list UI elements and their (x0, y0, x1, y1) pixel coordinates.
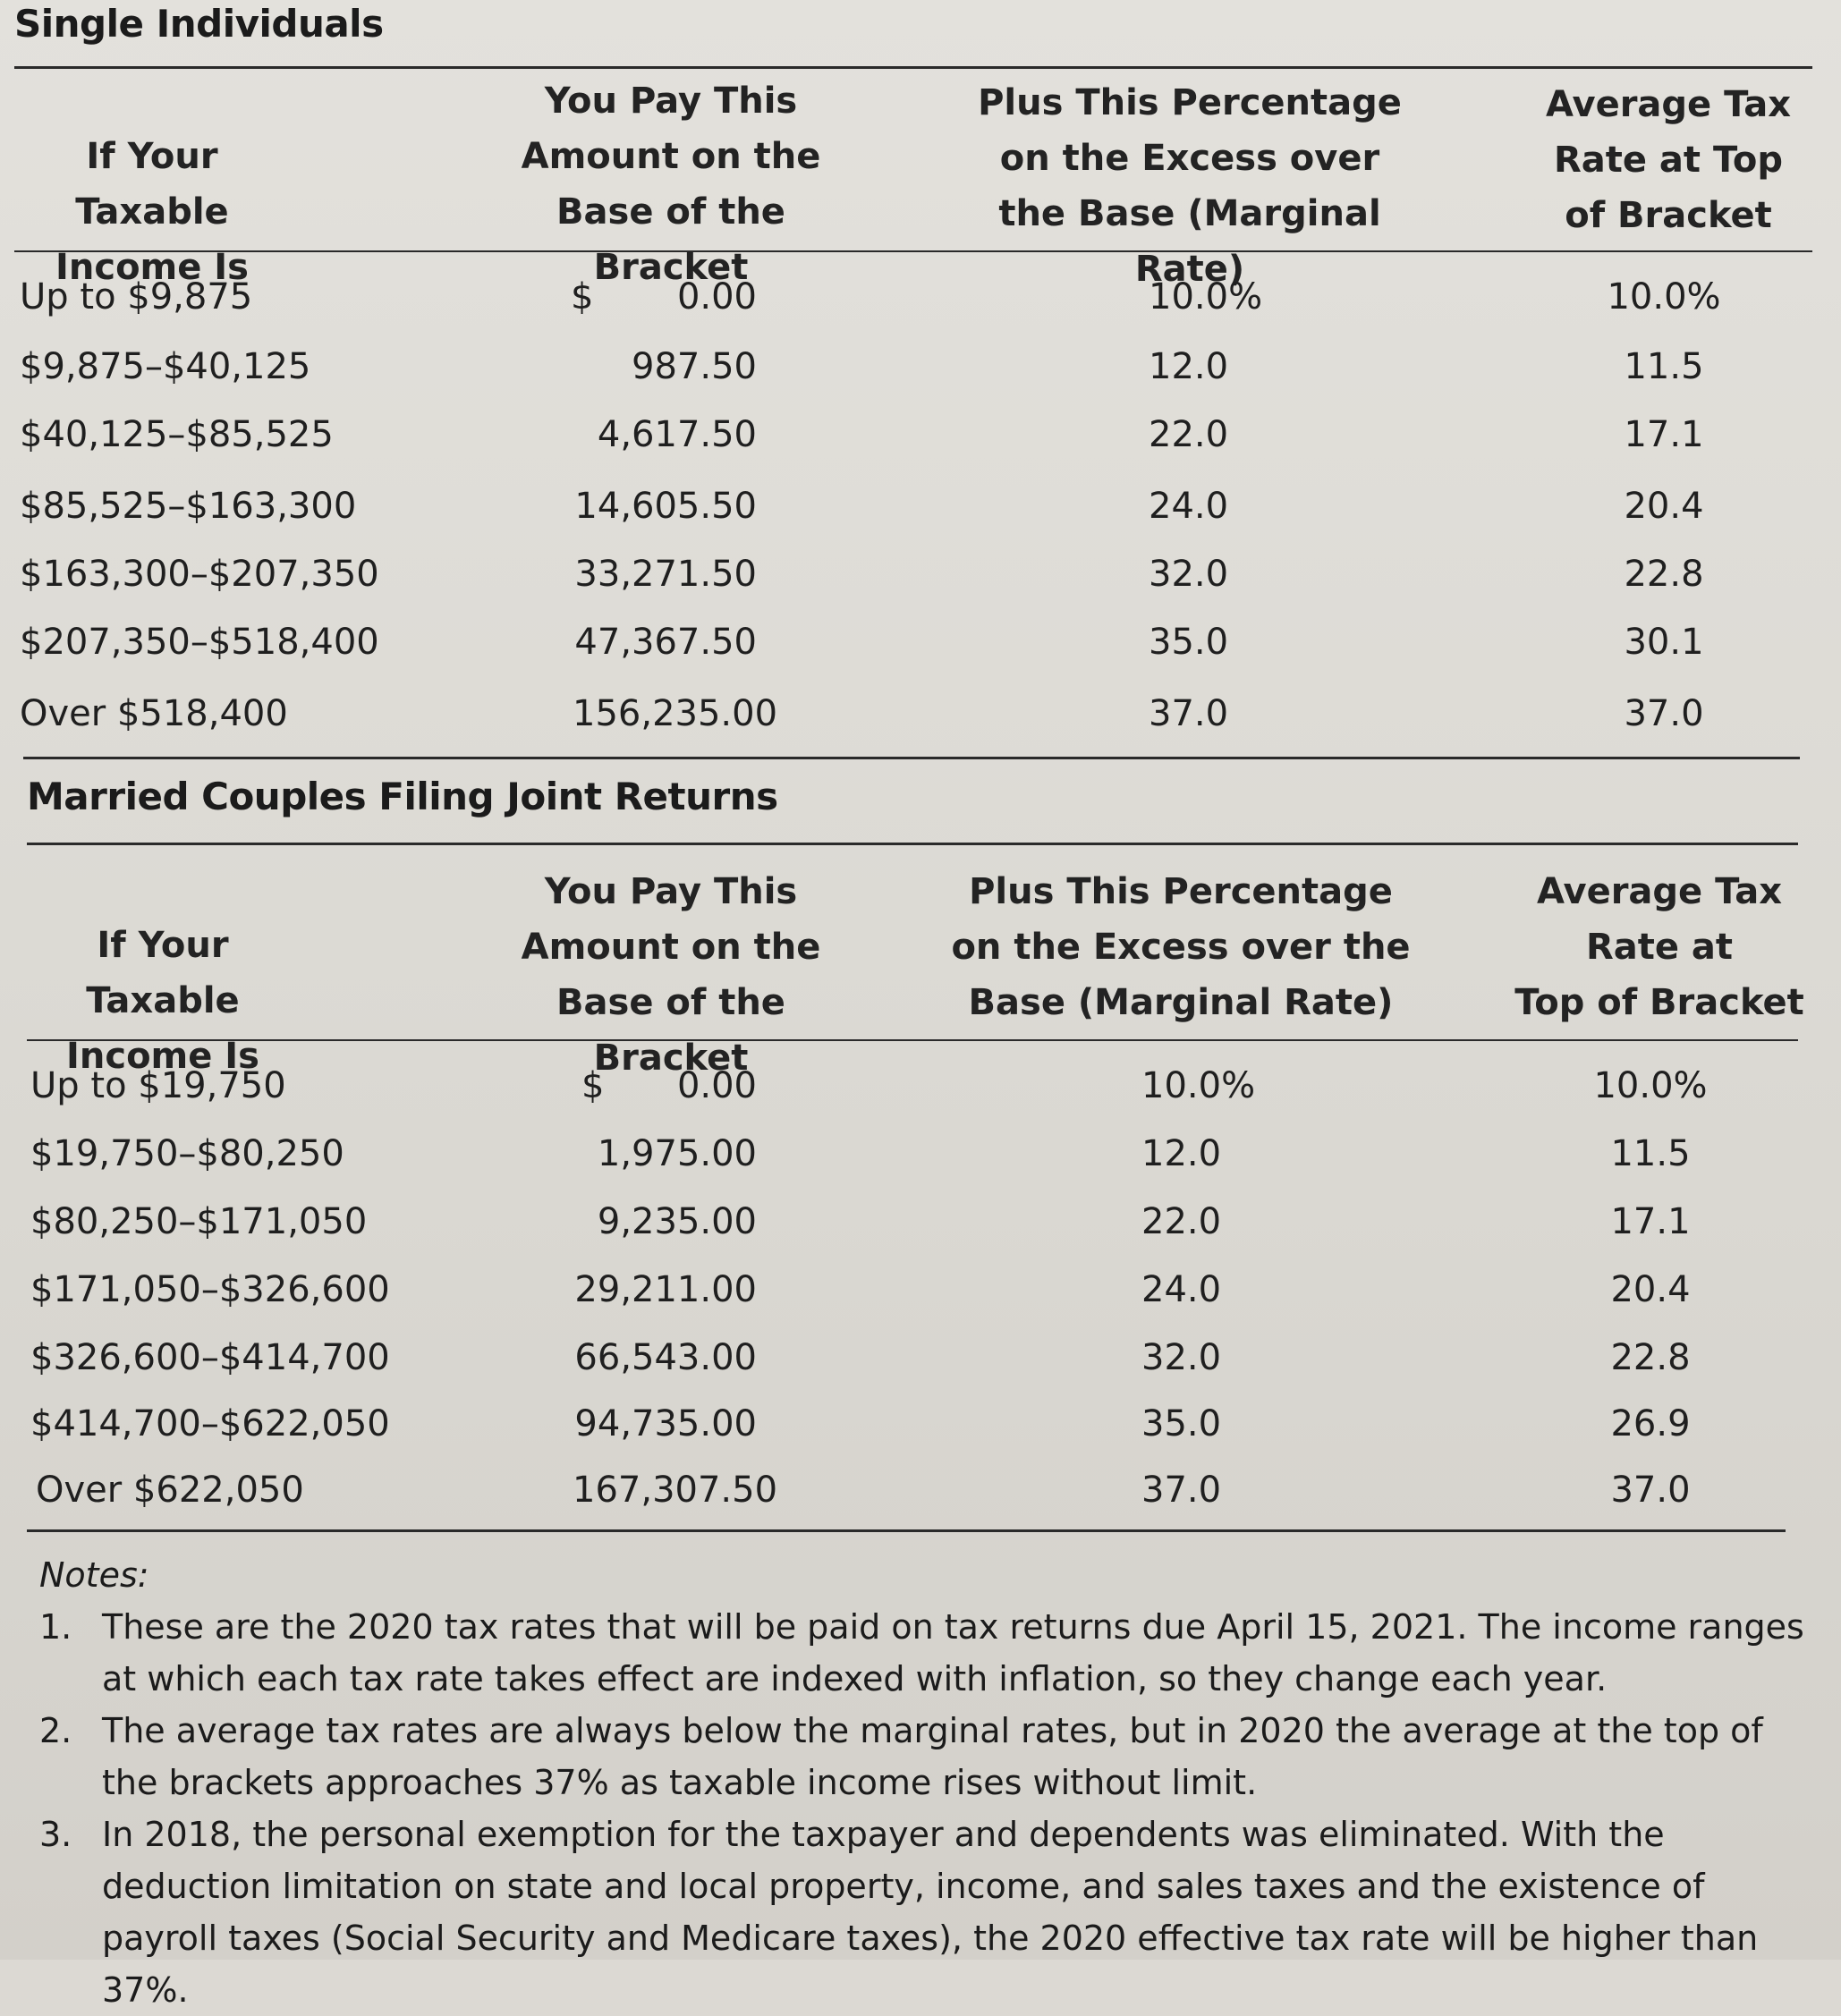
average-rate: 20.4 (1624, 486, 1704, 527)
table-row (0, 1324, 1841, 1392)
average-rate: 20.4 (1610, 1269, 1691, 1310)
marginal-rate: 24.0 (1141, 1269, 1222, 1310)
income-range: $163,300–$207,350 (20, 554, 379, 595)
table-row (0, 472, 1841, 540)
married-header-rule (27, 1039, 1798, 1041)
base-amount: 94,735.00 (574, 1403, 757, 1444)
married-bottom-rule (27, 1529, 1786, 1532)
marginal-rate: 35.0 (1141, 1403, 1222, 1444)
average-rate: 30.1 (1624, 622, 1704, 663)
dollar-sign: $ (581, 1065, 605, 1106)
notes-section (39, 1549, 1811, 2016)
base-amount: 987.50 (632, 346, 757, 387)
income-range: $9,875–$40,125 (20, 346, 311, 387)
table-row (0, 1188, 1841, 1256)
married-header-income: If Your Taxable Income Is (66, 925, 259, 1077)
marginal-rate: 22.0 (1149, 414, 1229, 455)
income-range: $85,525–$163,300 (20, 486, 357, 527)
base-amount: 156,235.00 (573, 693, 778, 734)
average-rate: 37.0 (1624, 693, 1704, 734)
dollar-sign: $ (571, 276, 594, 318)
average-rate: 10.0% (1607, 276, 1721, 318)
base-amount: 29,211.00 (574, 1269, 757, 1310)
income-range: Up to $9,875 (20, 276, 253, 318)
note-number: 3. (39, 1815, 72, 1854)
income-range: $326,600–$414,700 (30, 1337, 390, 1378)
income-range: $80,250–$171,050 (30, 1201, 368, 1242)
table-row (0, 540, 1841, 608)
married-header-avg: Average Tax Rate at Top of Bracket (1514, 871, 1804, 1023)
income-range: Over $622,050 (36, 1470, 304, 1511)
base-amount: 1,975.00 (597, 1133, 757, 1174)
marginal-rate: 32.0 (1149, 554, 1229, 595)
income-range: $207,350–$518,400 (20, 622, 379, 663)
income-range: $40,125–$85,525 (20, 414, 334, 455)
table-row (0, 333, 1841, 401)
notes-title: Notes: (39, 1555, 149, 1595)
average-rate: 11.5 (1610, 1133, 1691, 1174)
note-item (39, 1808, 1811, 2016)
note-number: 1. (39, 1607, 72, 1647)
income-range: $171,050–$326,600 (30, 1269, 390, 1310)
average-rate: 17.1 (1624, 414, 1704, 455)
married-header-base: You Pay This Amount on the Base of the Bracket (521, 871, 821, 1079)
base-amount: 66,543.00 (574, 1337, 757, 1378)
marginal-rate: 10.0% (1141, 1065, 1256, 1106)
single-header-avg: Average Tax Rate at Top of Bracket (1545, 84, 1792, 236)
marginal-rate: 10.0% (1149, 276, 1263, 318)
marginal-rate: 24.0 (1149, 486, 1229, 527)
single-bottom-rule (23, 757, 1800, 759)
table-row (0, 263, 1841, 331)
table-row (0, 1120, 1841, 1188)
table-row (0, 401, 1841, 469)
average-rate: 26.9 (1610, 1403, 1691, 1444)
marginal-rate: 22.0 (1141, 1201, 1222, 1242)
single-section-title: Single Individuals (14, 2, 384, 46)
income-range: $19,750–$80,250 (30, 1133, 344, 1174)
average-rate: 10.0% (1593, 1065, 1708, 1106)
note-text: The average tax rates are always below the marginal rates, but in 2020 the average at the top of the brackets approaches 37% as taxable income rises without limit. (102, 1711, 1763, 1802)
base-amount: 14,605.50 (574, 486, 757, 527)
base-amount: 0.00 (676, 1065, 757, 1106)
income-range: $414,700–$622,050 (30, 1403, 390, 1444)
single-top-rule (14, 66, 1812, 69)
note-number: 2. (39, 1711, 72, 1750)
base-amount: 167,307.50 (573, 1470, 778, 1511)
table-row (0, 1256, 1841, 1324)
marginal-rate: 32.0 (1141, 1337, 1222, 1378)
table-row (0, 608, 1841, 676)
marginal-rate: 35.0 (1149, 622, 1229, 663)
base-amount: 47,367.50 (574, 622, 757, 663)
table-row (0, 1390, 1841, 1458)
note-item (39, 1601, 1811, 1705)
table-row (0, 1052, 1841, 1120)
marginal-rate: 37.0 (1141, 1470, 1222, 1511)
single-header-rate: Plus This Percentage on the Excess over the Base (Marginal Rate) (978, 82, 1402, 290)
note-text: In 2018, the personal exemption for the taxpayer and dependents was eliminated. With the deduction limitation on state and local property, income, and sales taxes and the existence of payroll taxes (Social Security and Medicare taxes), the 2020 effective tax rate will be higher than 37%. (102, 1815, 1759, 2010)
married-header-rate: Plus This Percentage on the Excess over the Base (Marginal Rate) (951, 871, 1411, 1023)
average-rate: 22.8 (1610, 1337, 1691, 1378)
marginal-rate: 12.0 (1141, 1133, 1222, 1174)
married-section-title: Married Couples Filing Joint Returns (27, 775, 778, 818)
note-text: These are the 2020 tax rates that will be paid on tax returns due April 15, 2021. The income ranges at which each tax rate takes effect are indexed with inflation, so they change each year. (102, 1607, 1804, 1698)
single-header-rule (14, 250, 1812, 252)
average-rate: 37.0 (1610, 1470, 1691, 1511)
marginal-rate: 12.0 (1149, 346, 1229, 387)
married-top-rule (27, 843, 1798, 845)
table-row (0, 680, 1841, 748)
base-amount: 9,235.00 (597, 1201, 757, 1242)
average-rate: 17.1 (1610, 1201, 1691, 1242)
base-amount: 4,617.50 (597, 414, 757, 455)
single-header-income: If Your Taxable Income Is (55, 136, 249, 288)
table-row (0, 1456, 1841, 1524)
base-amount: 33,271.50 (574, 554, 757, 595)
base-amount: 0.00 (676, 276, 757, 318)
average-rate: 22.8 (1624, 554, 1704, 595)
income-range: Up to $19,750 (30, 1065, 286, 1106)
average-rate: 11.5 (1624, 346, 1704, 387)
note-item (39, 1705, 1811, 1808)
marginal-rate: 37.0 (1149, 693, 1229, 734)
income-range: Over $518,400 (20, 693, 288, 734)
single-header-base: You Pay This Amount on the Base of the Bracket (521, 80, 821, 288)
